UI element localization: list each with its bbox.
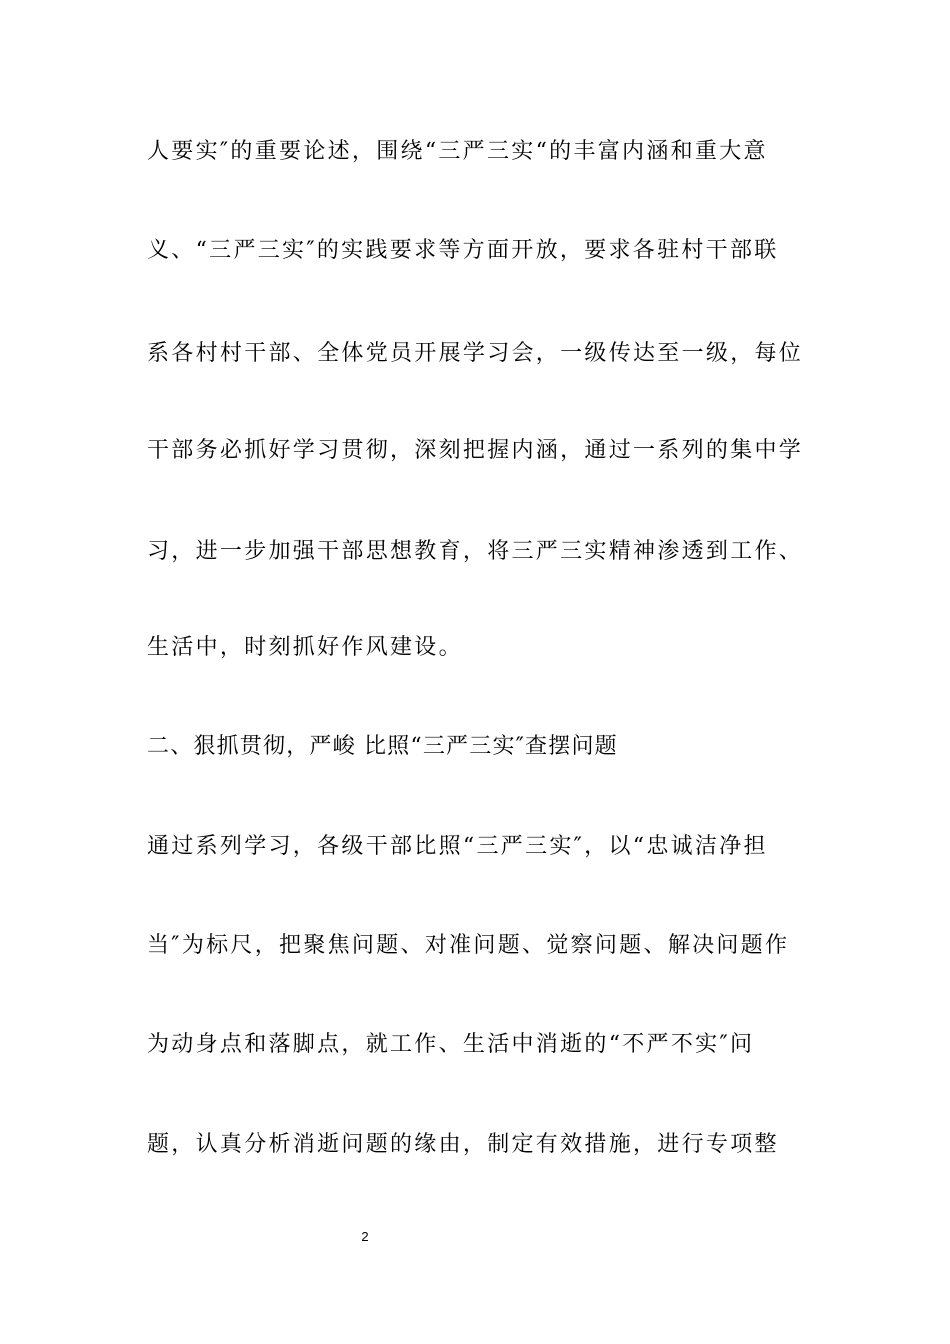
paragraph-line: 人要实″的重要论述，围绕“三严三实“的丰富内涵和重大意 xyxy=(147,139,768,164)
paragraph-line: 生活中，时刻抓好作风建设。 xyxy=(147,635,463,660)
page-number: 2 xyxy=(361,1229,369,1244)
paragraph-line: 义、“三严三实″的实践要求等方面开放，要求各驻村干部联 xyxy=(147,238,779,263)
section-heading: 二、狠抓贯彻，严峻 比照“三严三实″查摆问题 xyxy=(147,734,618,759)
paragraph-line: 习，进一步加强干部思想教育，将三严三实精神渗透到工作、 xyxy=(147,539,804,564)
paragraph-line: 为动身点和落脚点，就工作、生活中消逝的“不严不实″问 xyxy=(147,1032,755,1057)
paragraph-line: 干部务必抓好学习贯彻，深刻把握内涵，通过一系列的集中学 xyxy=(147,438,804,463)
paragraph-line: 通过系列学习，各级干部比照“三严三实″，以“忠诚洁净担 xyxy=(147,834,768,859)
paragraph-line: 系各村村干部、全体党员开展学习会，一级传达至一级，每位 xyxy=(147,341,804,366)
paragraph-line: 当″为标尺，把聚焦问题、对准问题、觉察问题、解决问题作 xyxy=(147,933,790,958)
paragraph-line: 题，认真分析消逝问题的缘由，制定有效措施，进行专项整 xyxy=(147,1132,779,1157)
